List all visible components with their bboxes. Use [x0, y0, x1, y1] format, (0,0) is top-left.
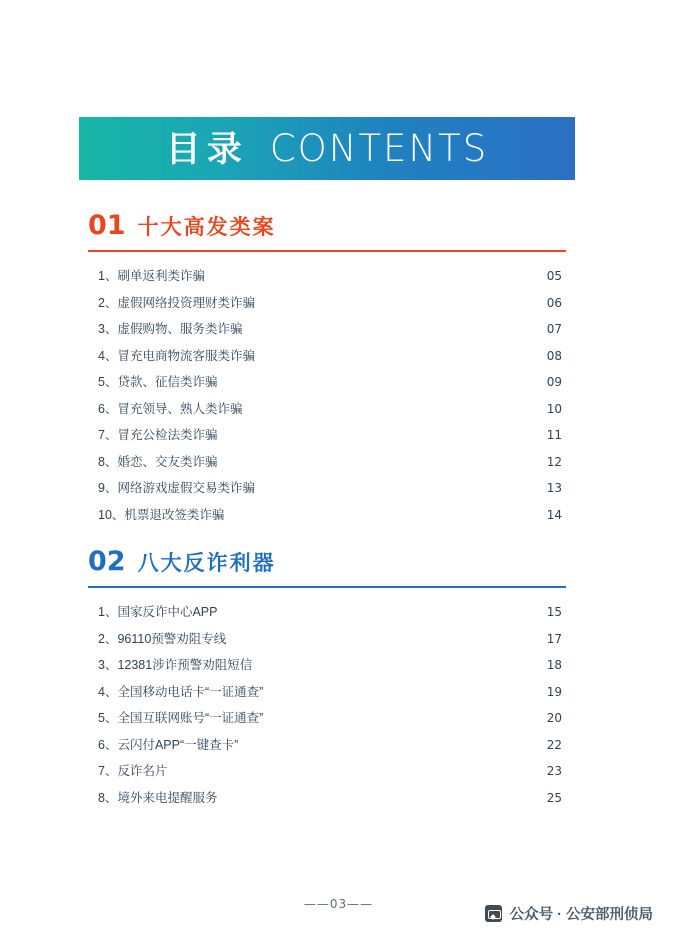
toc-entry-label: 8、婚恋、交友类诈骗	[98, 454, 218, 469]
toc-entry-label: 3、虚假购物、服务类诈骗	[98, 322, 243, 336]
toc-entry-page: 18	[546, 658, 562, 672]
toc-entry-label: 10、机票退改签类诈骗	[98, 507, 225, 522]
toc-entry-page: 11	[546, 428, 562, 442]
section-2-divider	[88, 586, 566, 588]
section-1-entry-list	[88, 266, 566, 531]
wechat-logo-icon	[485, 905, 502, 922]
page-number: ——03——	[303, 897, 374, 911]
toc-entry[interactable]	[88, 478, 566, 505]
toc-entry-label: 9、网络游戏虚假交易类诈骗	[98, 481, 255, 495]
section-2-header	[88, 548, 566, 581]
section-1-title: 十大高发类案	[137, 214, 276, 239]
toc-entry-page: 05	[546, 269, 562, 283]
toc-entry[interactable]	[88, 682, 566, 709]
toc-entry-label: 2、虚假网络投资理财类诈骗	[98, 295, 255, 310]
toc-entry[interactable]	[88, 735, 566, 762]
toc-entry[interactable]	[88, 346, 566, 373]
banner-title-cn: 目录	[165, 130, 248, 169]
toc-entry-label: 5、全国互联网账号“一证通查”	[98, 711, 264, 725]
toc-entry-label: 7、冒充公检法类诈骗	[98, 428, 218, 442]
toc-entry[interactable]	[88, 266, 566, 293]
toc-entry-label: 3、12381涉诈预警劝阻短信	[98, 658, 253, 672]
toc-entry-label: 1、国家反诈中心APP	[98, 605, 218, 619]
toc-section-1	[88, 212, 566, 531]
watermark-text: 公众号 · 公安部刑侦局	[509, 907, 653, 923]
toc-section-2	[88, 548, 566, 814]
toc-entry-label: 5、贷款、征信类诈骗	[98, 375, 218, 389]
toc-entry-page: 08	[546, 348, 562, 363]
toc-entry-page: 25	[546, 790, 562, 805]
toc-entry[interactable]	[88, 629, 566, 656]
toc-entry-page: 22	[546, 737, 562, 752]
toc-entry[interactable]	[88, 425, 566, 452]
section-1-number: 01	[88, 210, 126, 241]
toc-entry-page: 19	[546, 684, 562, 699]
toc-entry-page: 20	[546, 711, 562, 725]
toc-entry[interactable]	[88, 372, 566, 399]
toc-entry-page: 12	[546, 454, 562, 469]
toc-entry[interactable]	[88, 319, 566, 346]
contents-banner	[79, 117, 575, 180]
banner-title-en: CONTENTS	[269, 127, 489, 170]
section-1-divider	[88, 250, 566, 252]
toc-entry-label: 8、境外来电提醒服务	[98, 790, 218, 805]
toc-entry-page: 10	[546, 401, 562, 416]
section-1-header	[88, 212, 566, 245]
toc-entry-page: 17	[546, 631, 562, 646]
toc-entry-page: 14	[546, 507, 562, 522]
toc-entry-page: 07	[546, 322, 562, 336]
toc-entry[interactable]	[88, 655, 566, 682]
section-2-title: 八大反诈利器	[137, 550, 276, 575]
contents-banner-inner	[165, 127, 489, 170]
toc-entry-label: 2、96110预警劝阻专线	[98, 631, 227, 646]
toc-entry[interactable]	[88, 788, 566, 815]
section-2-entry-list	[88, 602, 566, 814]
toc-entry-label: 7、反诈名片	[98, 764, 168, 778]
toc-entry[interactable]	[88, 602, 566, 629]
toc-entry-label: 4、全国移动电话卡“一证通查”	[98, 684, 264, 699]
toc-entry[interactable]	[88, 708, 566, 735]
toc-entry-page: 23	[546, 764, 562, 778]
toc-entry-page: 09	[546, 375, 562, 389]
toc-entry-label: 1、刷单返利类诈骗	[98, 269, 205, 283]
toc-entry[interactable]	[88, 452, 566, 479]
toc-entry-label: 6、冒充领导、熟人类诈骗	[98, 401, 243, 416]
toc-entry[interactable]	[88, 399, 566, 426]
toc-entry-label: 4、冒充电商物流客服类诈骗	[98, 348, 255, 363]
section-2-number: 02	[88, 546, 126, 577]
toc-entry-page: 13	[546, 481, 562, 495]
toc-entry-label: 6、云闪付APP“一键查卡”	[98, 737, 239, 752]
toc-entry[interactable]	[88, 293, 566, 320]
toc-entry-page: 06	[546, 295, 562, 310]
watermark	[485, 903, 653, 924]
toc-entry[interactable]	[88, 505, 566, 532]
toc-entry-page: 15	[546, 605, 562, 619]
toc-entry[interactable]	[88, 761, 566, 788]
